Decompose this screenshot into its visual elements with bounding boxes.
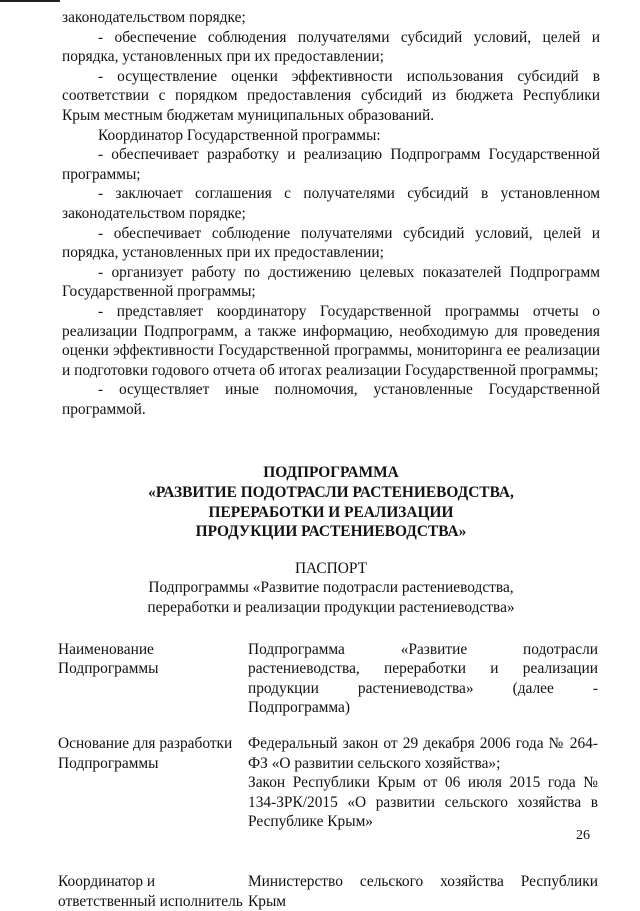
paragraph: - обеспечивает разработку и реализацию Подпрограмм Государственной программы;	[62, 146, 600, 183]
passport-title: ПАСПОРТ	[294, 559, 368, 577]
paragraph: - обеспечивает соблюдение получателями субсидий условий, целей и порядка, установленных при их предоставлении;	[62, 224, 600, 262]
heading-line: ПЕРЕРАБОТКИ И РЕАЛИЗАЦИИ	[208, 503, 454, 521]
row-label: Координатор и ответственный исполнитель	[58, 872, 243, 910]
row-label: Наименование Подпрограммы	[58, 640, 159, 678]
paragraph: - осуществляет иные полномочия, установленные Государственной программой.	[62, 381, 600, 418]
paragraph: законодательством порядке;	[62, 9, 246, 26]
page-number: 26	[576, 828, 590, 843]
passport-table	[58, 640, 598, 911]
table-row	[58, 640, 598, 734]
paragraph: - обеспечение соблюдения получателями субсидий условий, целей и порядка, установленных при их предоставлении;	[62, 28, 600, 66]
heading-line: ПРОДУКЦИИ РАСТЕНИЕВОДСТВА»	[195, 523, 467, 541]
paragraph: - организует работу по достижению целевых показателей Подпрограмм Государственной программы;	[62, 263, 600, 301]
row-label: Основание для разработки Подпрограммы	[58, 735, 233, 772]
row-value	[248, 734, 598, 872]
table-row	[58, 734, 598, 872]
table-row	[58, 872, 598, 911]
paragraph: - заключает соглашения с получателями субсидий в установленном законодательством порядке;	[62, 185, 600, 222]
row-value-line: Федеральный закон от 29 декабря 2006 года № 264-ФЗ «О развитии сельского хозяйства»;	[248, 735, 598, 772]
top-rule	[0, 0, 60, 2]
paragraph: - представляет координатору Государственной программы отчеты о реализации Подпрограмм, а также информацию, необходимую для проведения оценки эффективности Государственной программы, мониторинга ее реализации и подготовки годового отчета об итогах реализации Государственной программы;	[62, 302, 600, 379]
paragraph: - осуществление оценки эффективности использования субсидий в соответствии с порядком предоставления субсидий из бюджета Республики Крым местным бюджетам муниципальных образований.	[62, 67, 600, 124]
row-value-line: Закон Республики Крым от 06 июля 2015 года № 134-ЗРК/2015 «О развитии сельского хозяйства в Республике Крым»	[248, 774, 598, 831]
heading-line: ПОДПРОГРАММА	[263, 464, 399, 482]
row-value: Министерство сельского хозяйства Республики Крым	[248, 872, 598, 910]
passport-subtitle: переработки и реализации продукции растениеводства»	[147, 599, 515, 617]
heading-line: «РАЗВИТИЕ ПОДОТРАСЛИ РАСТЕНИЕВОДСТВА,	[148, 484, 514, 502]
document-page	[58, 8, 600, 911]
paragraph: Координатор Государственной программы:	[98, 126, 381, 144]
passport-subtitle: Подпрограммы «Развитие подотрасли растениеводства,	[148, 579, 514, 597]
subprogram-heading	[62, 463, 600, 541]
row-value: Подпрограмма «Развитие подотрасли растениеводства, переработки и реализации продукции растениеводства» (далее - Подпрограмма)	[248, 640, 598, 717]
